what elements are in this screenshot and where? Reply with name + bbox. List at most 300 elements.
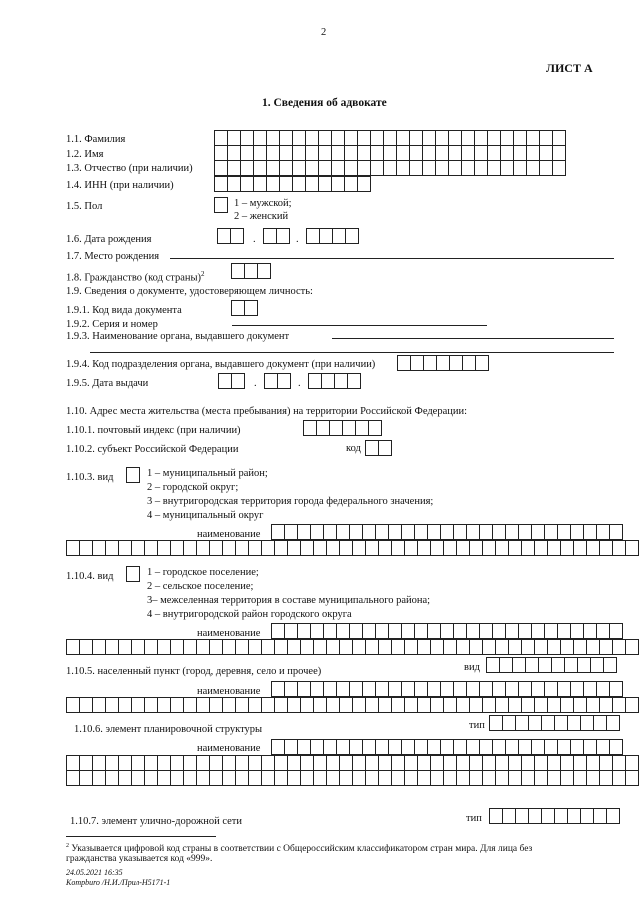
input-cell[interactable]: [157, 540, 171, 556]
input-cell[interactable]: [599, 639, 613, 655]
input-cell[interactable]: [357, 145, 371, 161]
input-cell[interactable]: [349, 739, 363, 755]
input-cell[interactable]: [539, 145, 553, 161]
input-cell[interactable]: [518, 623, 532, 639]
input-cell[interactable]: [388, 681, 402, 697]
input-cell[interactable]: [500, 145, 514, 161]
input-cell[interactable]: [417, 770, 431, 786]
input-cell[interactable]: [435, 160, 449, 176]
input-cell[interactable]: [417, 697, 431, 713]
input-cell[interactable]: [554, 715, 568, 731]
input-cell[interactable]: [443, 540, 457, 556]
input-cell[interactable]: [274, 770, 288, 786]
input-cell[interactable]: [344, 145, 358, 161]
input-cell[interactable]: [383, 130, 397, 146]
input-cell[interactable]: [453, 524, 467, 540]
input-cell[interactable]: [515, 715, 529, 731]
input-cell[interactable]: [397, 355, 411, 371]
input-cell[interactable]: [352, 697, 366, 713]
input-cell[interactable]: [513, 145, 527, 161]
input-cell[interactable]: [427, 681, 441, 697]
input-cell[interactable]: [531, 623, 545, 639]
input-cell[interactable]: [362, 524, 376, 540]
input-cell[interactable]: [430, 540, 444, 556]
input-cell[interactable]: [436, 355, 450, 371]
input-cell[interactable]: [352, 770, 366, 786]
planning-kind-grid[interactable]: [490, 716, 620, 731]
input-cell[interactable]: [596, 623, 610, 639]
input-cell[interactable]: [475, 355, 489, 371]
input-cell[interactable]: [401, 739, 415, 755]
input-cell[interactable]: [456, 697, 470, 713]
input-cell[interactable]: [603, 657, 617, 673]
input-cell[interactable]: [231, 300, 245, 316]
input-cell[interactable]: [339, 697, 353, 713]
input-cell[interactable]: [131, 540, 145, 556]
input-cell[interactable]: [326, 639, 340, 655]
input-cell[interactable]: [396, 130, 410, 146]
input-cell[interactable]: [196, 639, 210, 655]
input-cell[interactable]: [492, 739, 506, 755]
input-cell[interactable]: [183, 755, 197, 771]
input-cell[interactable]: [570, 623, 584, 639]
input-cell[interactable]: [118, 770, 132, 786]
input-cell[interactable]: [170, 540, 184, 556]
input-cell[interactable]: [326, 540, 340, 556]
input-cell[interactable]: [489, 808, 503, 824]
input-cell[interactable]: [375, 681, 389, 697]
input-cell[interactable]: [570, 524, 584, 540]
input-cell[interactable]: [235, 639, 249, 655]
planning-naim-grid[interactable]: [272, 740, 623, 755]
input-cell[interactable]: [599, 770, 613, 786]
input-cell[interactable]: [362, 681, 376, 697]
input-cell[interactable]: [378, 697, 392, 713]
input-cell[interactable]: [560, 755, 574, 771]
input-cell[interactable]: [586, 770, 600, 786]
input-cell[interactable]: [482, 770, 496, 786]
input-cell[interactable]: [334, 373, 348, 389]
input-cell[interactable]: [599, 540, 613, 556]
input-cell[interactable]: [505, 623, 519, 639]
birth-day-grid[interactable]: [218, 229, 244, 244]
input-cell[interactable]: [196, 770, 210, 786]
input-cell[interactable]: [271, 524, 285, 540]
input-cell[interactable]: [443, 755, 457, 771]
input-cell[interactable]: [336, 681, 350, 697]
input-cell[interactable]: [284, 681, 298, 697]
input-cell[interactable]: [508, 755, 522, 771]
input-cell[interactable]: [227, 160, 241, 176]
input-cell[interactable]: [214, 176, 228, 192]
input-cell[interactable]: [528, 715, 542, 731]
input-cell[interactable]: [521, 770, 535, 786]
input-cell[interactable]: [461, 130, 475, 146]
input-cell[interactable]: [492, 681, 506, 697]
input-cell[interactable]: [370, 145, 384, 161]
input-cell[interactable]: [487, 145, 501, 161]
input-cell[interactable]: [391, 755, 405, 771]
input-cell[interactable]: [469, 755, 483, 771]
input-cell[interactable]: [443, 770, 457, 786]
input-cell[interactable]: [586, 639, 600, 655]
input-cell[interactable]: [564, 657, 578, 673]
input-cell[interactable]: [310, 739, 324, 755]
input-cell[interactable]: [79, 755, 93, 771]
input-cell[interactable]: [214, 197, 228, 213]
input-cell[interactable]: [305, 145, 319, 161]
settlement-naim-grid-1[interactable]: [272, 682, 623, 697]
mun-type-box[interactable]: [127, 468, 140, 483]
input-cell[interactable]: [235, 540, 249, 556]
input-cell[interactable]: [318, 145, 332, 161]
input-cell[interactable]: [274, 639, 288, 655]
input-cell[interactable]: [313, 639, 327, 655]
input-cell[interactable]: [521, 755, 535, 771]
input-cell[interactable]: [118, 697, 132, 713]
input-cell[interactable]: [349, 623, 363, 639]
input-cell[interactable]: [570, 681, 584, 697]
input-cell[interactable]: [482, 755, 496, 771]
input-cell[interactable]: [339, 639, 353, 655]
input-cell[interactable]: [183, 770, 197, 786]
input-cell[interactable]: [547, 770, 561, 786]
input-cell[interactable]: [531, 524, 545, 540]
input-cell[interactable]: [580, 808, 594, 824]
input-cell[interactable]: [526, 160, 540, 176]
input-cell[interactable]: [297, 681, 311, 697]
input-cell[interactable]: [318, 130, 332, 146]
input-cell[interactable]: [375, 524, 389, 540]
input-cell[interactable]: [427, 739, 441, 755]
input-cell[interactable]: [449, 355, 463, 371]
input-cell[interactable]: [378, 770, 392, 786]
input-cell[interactable]: [378, 755, 392, 771]
input-cell[interactable]: [466, 739, 480, 755]
input-cell[interactable]: [196, 697, 210, 713]
doc-series-line[interactable]: [232, 325, 487, 326]
input-cell[interactable]: [404, 755, 418, 771]
input-cell[interactable]: [500, 160, 514, 176]
input-cell[interactable]: [118, 755, 132, 771]
input-cell[interactable]: [277, 373, 291, 389]
input-cell[interactable]: [521, 540, 535, 556]
input-cell[interactable]: [404, 639, 418, 655]
input-cell[interactable]: [261, 770, 275, 786]
input-cell[interactable]: [435, 145, 449, 161]
input-cell[interactable]: [456, 755, 470, 771]
input-cell[interactable]: [214, 130, 228, 146]
input-cell[interactable]: [469, 697, 483, 713]
input-cell[interactable]: [222, 697, 236, 713]
input-cell[interactable]: [279, 145, 293, 161]
input-cell[interactable]: [521, 639, 535, 655]
input-cell[interactable]: [300, 639, 314, 655]
input-cell[interactable]: [502, 808, 516, 824]
input-cell[interactable]: [570, 739, 584, 755]
input-cell[interactable]: [453, 739, 467, 755]
input-cell[interactable]: [274, 540, 288, 556]
input-cell[interactable]: [339, 770, 353, 786]
input-cell[interactable]: [326, 755, 340, 771]
input-cell[interactable]: [448, 160, 462, 176]
input-cell[interactable]: [560, 697, 574, 713]
input-cell[interactable]: [279, 160, 293, 176]
input-cell[interactable]: [183, 540, 197, 556]
input-cell[interactable]: [222, 639, 236, 655]
input-cell[interactable]: [209, 770, 223, 786]
input-cell[interactable]: [612, 639, 626, 655]
input-cell[interactable]: [323, 681, 337, 697]
input-cell[interactable]: [222, 540, 236, 556]
input-cell[interactable]: [482, 697, 496, 713]
input-cell[interactable]: [261, 755, 275, 771]
input-cell[interactable]: [487, 130, 501, 146]
input-cell[interactable]: [409, 130, 423, 146]
input-cell[interactable]: [313, 540, 327, 556]
input-cell[interactable]: [609, 524, 623, 540]
input-cell[interactable]: [515, 808, 529, 824]
input-cell[interactable]: [560, 639, 574, 655]
input-cell[interactable]: [300, 540, 314, 556]
input-cell[interactable]: [417, 639, 431, 655]
mun2-type-box[interactable]: [127, 567, 140, 582]
input-cell[interactable]: [492, 623, 506, 639]
input-cell[interactable]: [349, 524, 363, 540]
input-cell[interactable]: [365, 697, 379, 713]
input-cell[interactable]: [590, 657, 604, 673]
input-cell[interactable]: [326, 697, 340, 713]
input-cell[interactable]: [401, 623, 415, 639]
input-cell[interactable]: [292, 130, 306, 146]
input-cell[interactable]: [469, 639, 483, 655]
input-cell[interactable]: [66, 639, 80, 655]
input-cell[interactable]: [505, 739, 519, 755]
input-cell[interactable]: [513, 130, 527, 146]
input-cell[interactable]: [423, 355, 437, 371]
input-cell[interactable]: [609, 681, 623, 697]
input-cell[interactable]: [526, 130, 540, 146]
input-cell[interactable]: [466, 681, 480, 697]
input-cell[interactable]: [227, 176, 241, 192]
input-cell[interactable]: [79, 770, 93, 786]
input-cell[interactable]: [448, 145, 462, 161]
input-cell[interactable]: [557, 524, 571, 540]
input-cell[interactable]: [300, 697, 314, 713]
input-cell[interactable]: [105, 540, 119, 556]
input-cell[interactable]: [495, 770, 509, 786]
input-cell[interactable]: [560, 770, 574, 786]
input-cell[interactable]: [157, 755, 171, 771]
input-cell[interactable]: [362, 623, 376, 639]
input-cell[interactable]: [218, 373, 232, 389]
input-cell[interactable]: [157, 639, 171, 655]
input-cell[interactable]: [352, 639, 366, 655]
input-cell[interactable]: [248, 540, 262, 556]
input-cell[interactable]: [66, 540, 80, 556]
input-cell[interactable]: [554, 808, 568, 824]
input-cell[interactable]: [573, 639, 587, 655]
input-cell[interactable]: [518, 524, 532, 540]
input-cell[interactable]: [461, 145, 475, 161]
input-cell[interactable]: [557, 623, 571, 639]
input-cell[interactable]: [318, 160, 332, 176]
input-cell[interactable]: [261, 697, 275, 713]
input-cell[interactable]: [370, 160, 384, 176]
input-cell[interactable]: [531, 681, 545, 697]
input-cell[interactable]: [370, 130, 384, 146]
input-cell[interactable]: [440, 739, 454, 755]
input-cell[interactable]: [240, 130, 254, 146]
input-cell[interactable]: [240, 176, 254, 192]
input-cell[interactable]: [323, 739, 337, 755]
settlement-naim-grid-2[interactable]: [67, 698, 639, 713]
input-cell[interactable]: [316, 420, 330, 436]
input-cell[interactable]: [512, 657, 526, 673]
input-cell[interactable]: [303, 420, 317, 436]
input-cell[interactable]: [92, 770, 106, 786]
input-cell[interactable]: [612, 770, 626, 786]
issue-month-grid[interactable]: [265, 374, 291, 389]
input-cell[interactable]: [235, 755, 249, 771]
input-cell[interactable]: [326, 770, 340, 786]
input-cell[interactable]: [339, 755, 353, 771]
input-cell[interactable]: [323, 623, 337, 639]
subject-code-grid[interactable]: [366, 441, 392, 456]
input-cell[interactable]: [300, 770, 314, 786]
fio-grid[interactable]: [215, 131, 566, 176]
input-cell[interactable]: [378, 540, 392, 556]
input-cell[interactable]: [79, 639, 93, 655]
input-cell[interactable]: [495, 697, 509, 713]
input-cell[interactable]: [321, 373, 335, 389]
birth-month-grid[interactable]: [264, 229, 290, 244]
input-cell[interactable]: [305, 160, 319, 176]
input-cell[interactable]: [596, 681, 610, 697]
input-cell[interactable]: [499, 657, 513, 673]
input-cell[interactable]: [297, 623, 311, 639]
input-cell[interactable]: [625, 755, 639, 771]
input-cell[interactable]: [541, 808, 555, 824]
input-cell[interactable]: [606, 808, 620, 824]
input-cell[interactable]: [279, 130, 293, 146]
input-cell[interactable]: [456, 639, 470, 655]
input-cell[interactable]: [539, 130, 553, 146]
sex-box[interactable]: [215, 198, 228, 213]
input-cell[interactable]: [355, 420, 369, 436]
input-cell[interactable]: [365, 540, 379, 556]
input-cell[interactable]: [266, 160, 280, 176]
input-cell[interactable]: [105, 770, 119, 786]
input-cell[interactable]: [253, 160, 267, 176]
input-cell[interactable]: [352, 755, 366, 771]
input-cell[interactable]: [118, 540, 132, 556]
input-cell[interactable]: [586, 755, 600, 771]
input-cell[interactable]: [264, 373, 278, 389]
input-cell[interactable]: [440, 623, 454, 639]
input-cell[interactable]: [580, 715, 594, 731]
input-cell[interactable]: [131, 770, 145, 786]
input-cell[interactable]: [474, 130, 488, 146]
input-cell[interactable]: [456, 770, 470, 786]
input-cell[interactable]: [313, 770, 327, 786]
input-cell[interactable]: [349, 681, 363, 697]
input-cell[interactable]: [331, 160, 345, 176]
input-cell[interactable]: [453, 681, 467, 697]
input-cell[interactable]: [461, 160, 475, 176]
input-cell[interactable]: [593, 715, 607, 731]
input-cell[interactable]: [222, 755, 236, 771]
input-cell[interactable]: [313, 755, 327, 771]
input-cell[interactable]: [357, 176, 371, 192]
input-cell[interactable]: [339, 540, 353, 556]
input-cell[interactable]: [297, 739, 311, 755]
input-cell[interactable]: [347, 373, 361, 389]
input-cell[interactable]: [287, 697, 301, 713]
input-cell[interactable]: [487, 160, 501, 176]
input-cell[interactable]: [599, 755, 613, 771]
input-cell[interactable]: [409, 160, 423, 176]
input-cell[interactable]: [508, 540, 522, 556]
input-cell[interactable]: [235, 770, 249, 786]
input-cell[interactable]: [231, 373, 245, 389]
input-cell[interactable]: [209, 697, 223, 713]
input-cell[interactable]: [586, 540, 600, 556]
input-cell[interactable]: [383, 145, 397, 161]
input-cell[interactable]: [248, 639, 262, 655]
input-cell[interactable]: [248, 770, 262, 786]
input-cell[interactable]: [573, 770, 587, 786]
input-cell[interactable]: [319, 228, 333, 244]
input-cell[interactable]: [388, 524, 402, 540]
input-cell[interactable]: [430, 639, 444, 655]
input-cell[interactable]: [422, 160, 436, 176]
input-cell[interactable]: [196, 755, 210, 771]
input-cell[interactable]: [227, 145, 241, 161]
input-cell[interactable]: [266, 145, 280, 161]
input-cell[interactable]: [435, 130, 449, 146]
input-cell[interactable]: [287, 540, 301, 556]
input-cell[interactable]: [469, 770, 483, 786]
input-cell[interactable]: [131, 755, 145, 771]
input-cell[interactable]: [244, 263, 258, 279]
mun2-naim-grid-1[interactable]: [272, 624, 623, 639]
input-cell[interactable]: [352, 540, 366, 556]
input-cell[interactable]: [378, 440, 392, 456]
input-cell[interactable]: [378, 639, 392, 655]
input-cell[interactable]: [365, 639, 379, 655]
input-cell[interactable]: [248, 697, 262, 713]
input-cell[interactable]: [534, 697, 548, 713]
input-cell[interactable]: [427, 623, 441, 639]
input-cell[interactable]: [567, 808, 581, 824]
input-cell[interactable]: [534, 755, 548, 771]
input-cell[interactable]: [266, 176, 280, 192]
input-cell[interactable]: [586, 697, 600, 713]
input-cell[interactable]: [287, 755, 301, 771]
input-cell[interactable]: [170, 755, 184, 771]
input-cell[interactable]: [284, 739, 298, 755]
input-cell[interactable]: [66, 697, 80, 713]
input-cell[interactable]: [551, 657, 565, 673]
mun-naim-grid-2[interactable]: [67, 541, 639, 556]
input-cell[interactable]: [79, 540, 93, 556]
input-cell[interactable]: [583, 524, 597, 540]
input-cell[interactable]: [276, 228, 290, 244]
input-cell[interactable]: [183, 697, 197, 713]
input-cell[interactable]: [279, 176, 293, 192]
input-cell[interactable]: [422, 145, 436, 161]
